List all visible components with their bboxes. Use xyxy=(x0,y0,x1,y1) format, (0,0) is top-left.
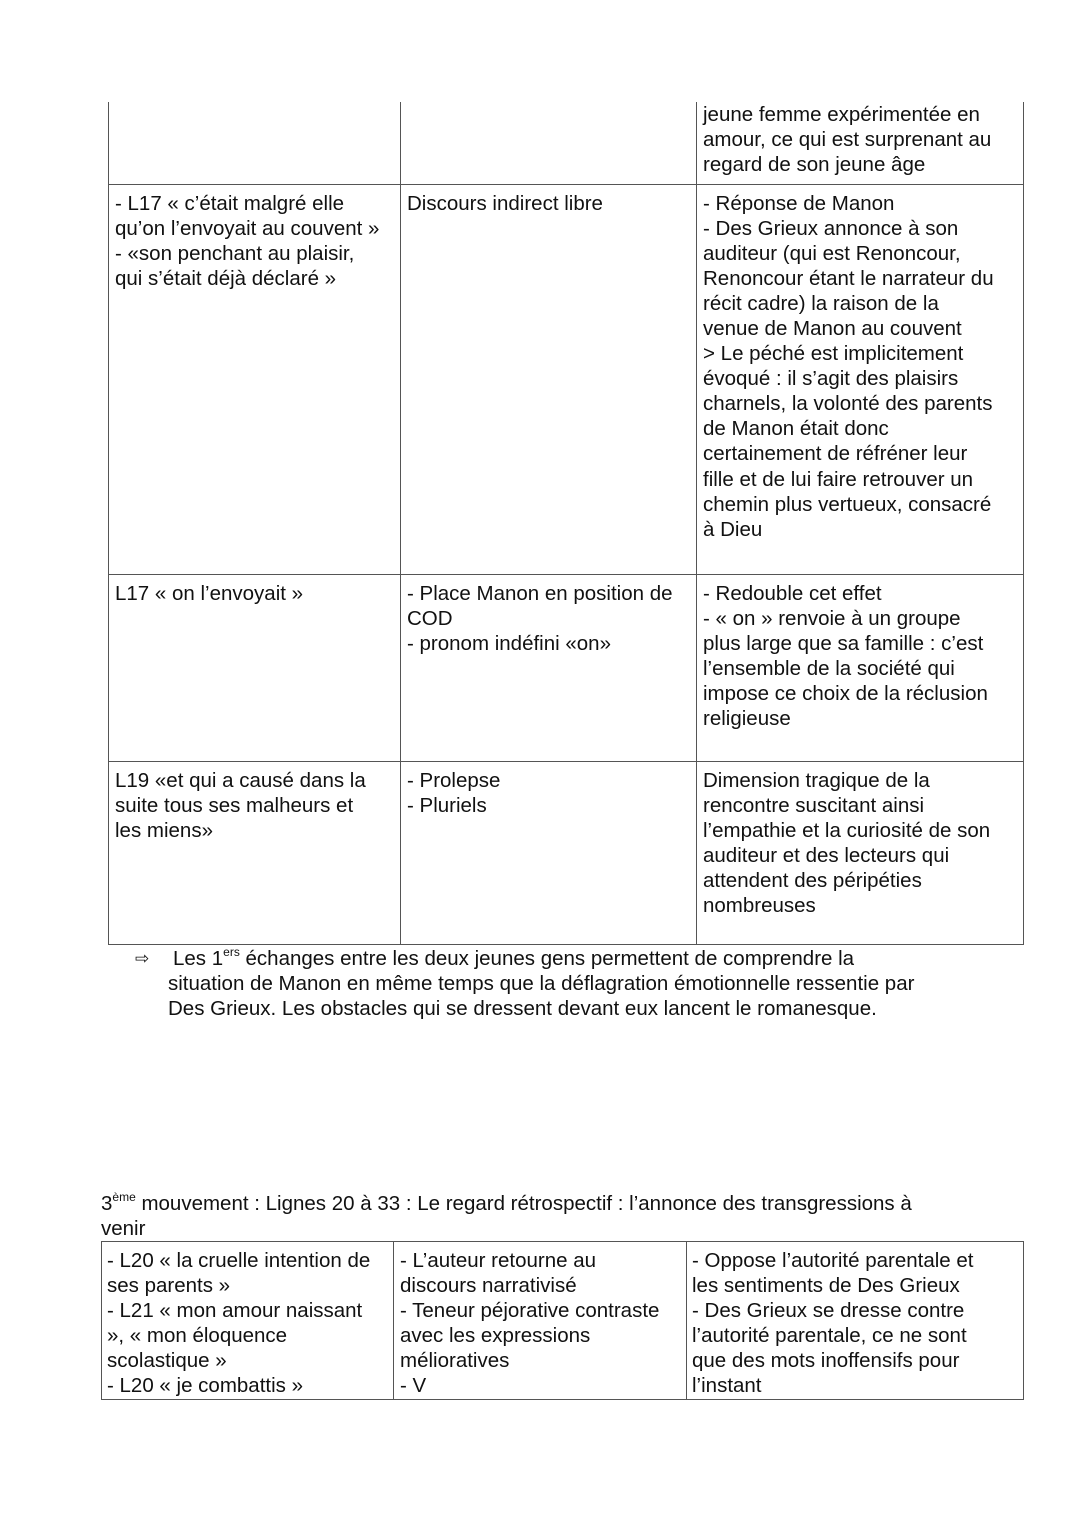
conclusion-text: Les 1ers échanges entre les deux jeunes gens permettent de comprendre la situation de Manon en même temps que la déflagration émotionnelle ressentie par Des Grieux. Les obstacles qui se dressent devant eux lancent le romanesque. xyxy=(168,945,915,1021)
table-cell-quote: L19 «et qui a causé dans la suite tous ses malheurs et les miens» xyxy=(109,761,401,944)
section-heading: 3ème mouvement : Lignes 20 à 33 : Le regard rétrospectif : l’annonce des transgressions à venir xyxy=(101,1190,912,1241)
table-row xyxy=(102,1242,1024,1400)
table-cell-quote: - L20 « la cruelle intention de ses parents » - L21 « mon amour naissant », « mon éloquence scolastique » - L20 « je combattis » xyxy=(102,1242,394,1400)
table-cell-quote: L17 « on l’envoyait » xyxy=(109,574,401,761)
conclusion-paragraph xyxy=(135,946,1015,1021)
table-cell-procedure: Discours indirect libre xyxy=(401,184,697,574)
table-cell-interpretation: - Réponse de Manon - Des Grieux annonce à son auditeur (qui est Renoncour, Renoncour étant le narrateur du récit cadre) la raison de la venue de Manon au couvent > Le péché est implicitement évoqué : il s’agit des plaisirs charnels, la volonté des parents de Manon était donc certainement de réfréner leur fille et de lui faire retrouver un chemin plus vertueux, consacré à Dieu xyxy=(697,184,1024,574)
arrow-right-icon: ⇨ xyxy=(135,949,150,968)
table-row xyxy=(109,102,1024,184)
table-row xyxy=(109,761,1024,944)
table-row xyxy=(109,574,1024,761)
table-cell-quote: - L17 « c’était malgré elle qu’on l’envoyait au couvent » - «son penchant au plaisir, qui s’était déjà déclaré » xyxy=(109,184,401,574)
table-cell-procedure xyxy=(401,102,697,184)
table-cell-procedure: - L’auteur retourne au discours narrativisé - Teneur péjorative contraste avec les expressions mélioratives - V xyxy=(394,1242,687,1400)
table-cell-procedure: - Place Manon en position de COD - pronom indéfini «on» xyxy=(401,574,697,761)
table-cell-interpretation: jeune femme expérimentée en amour, ce qui est surprenant au regard de son jeune âge xyxy=(697,102,1024,184)
analysis-table-section3 xyxy=(101,1241,1024,1400)
table-cell-interpretation: - Redouble cet effet - « on » renvoie à un groupe plus large que sa famille : c’est l’ensemble de la société qui impose ce choix de la réclusion religieuse xyxy=(697,574,1024,761)
table-cell-quote xyxy=(109,102,401,184)
table-cell-interpretation: Dimension tragique de la rencontre suscitant ainsi l’empathie et la curiosité de son auditeur et des lecteurs qui attendent des péripéties nombreuses xyxy=(697,761,1024,944)
table-row xyxy=(109,184,1024,574)
table-cell-procedure: - Prolepse - Pluriels xyxy=(401,761,697,944)
analysis-table-continued xyxy=(108,102,1024,945)
table-cell-interpretation: - Oppose l’autorité parentale et les sentiments de Des Grieux - Des Grieux se dresse contre l’autorité parentale, ce ne sont que des mots inoffensifs pour l’instant xyxy=(687,1242,1024,1400)
